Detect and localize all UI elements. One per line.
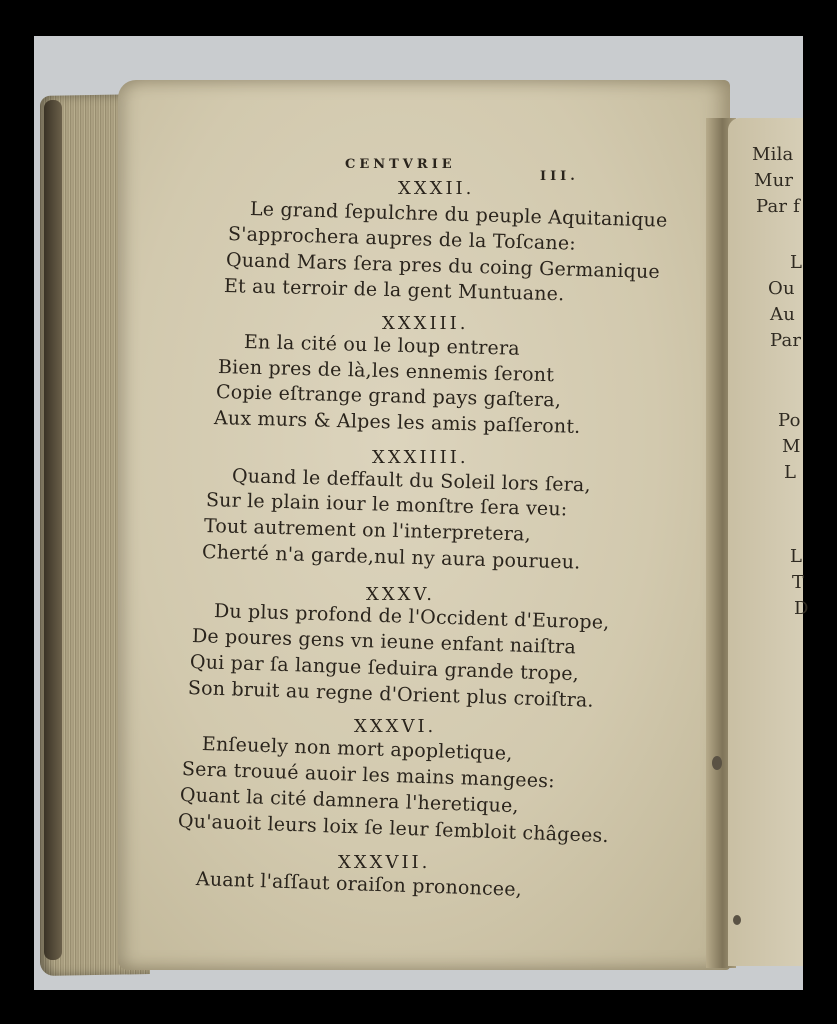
verse-line: Quand Mars ſera pres du coing Germanique xyxy=(225,249,661,284)
verse-line: Qui par ſa langue ſeduira grande trope, xyxy=(189,651,580,686)
verse-number: XXXII. xyxy=(398,178,475,199)
verse-line: Quand le deffault du Soleil lors ſera, xyxy=(231,465,592,497)
right-page-fragment: M xyxy=(782,436,801,457)
verse-line: Du plus profond de l'Occident d'Europe, xyxy=(213,600,610,634)
verse-line: Bien pres de là,les ennemis ſeront xyxy=(217,356,555,387)
verse-number: XXXV. xyxy=(366,584,436,605)
right-page-fragment: Mur xyxy=(754,170,794,191)
verse-line: Sera trouué auoir les mains mangees: xyxy=(181,758,556,793)
verse-number: XXXVII. xyxy=(338,852,431,873)
verse-line: En la cité ou le loup entrera xyxy=(243,331,521,360)
verse-line: Enſeuely non mort apopletique, xyxy=(201,733,513,765)
verse-line: Sur le plain iour le monſtre ſera veu: xyxy=(205,489,568,521)
verse-line: De poures gens vn ieune enfant naiſtra xyxy=(191,625,577,659)
verse-number: XXXVI. xyxy=(354,716,437,737)
right-page-fragment: Po xyxy=(778,410,801,431)
verse-line: Et au terroir de la gent Muntuane. xyxy=(223,275,565,306)
right-page-fragment: Par f xyxy=(756,196,801,217)
right-page-fragment: Par xyxy=(770,330,802,351)
verse-line: Copie eſtrange grand pays gaſtera, xyxy=(215,381,562,412)
verse-line: Son bruit au regne d'Orient plus croiſtra. xyxy=(187,677,595,712)
running-title: CENTVRIE xyxy=(345,157,456,172)
right-page-fragment: Au xyxy=(770,304,795,325)
right-page-fragment: L xyxy=(790,252,803,273)
verse-line: Le grand ſepulchre du peuple Aquitanique xyxy=(249,198,668,232)
right-page-fragment: T xyxy=(792,572,805,593)
verse-line: Quant la cité damnera l'heretique, xyxy=(179,784,520,818)
verse-number: XXXIIII. xyxy=(372,447,469,468)
verse-number: XXXIII. xyxy=(382,313,469,334)
right-page-fragment: L xyxy=(784,462,797,483)
verse-line: S'approchera aupres de la Toſcane: xyxy=(227,223,577,255)
verse-line: Qu'auoit leurs loix ſe leur ſembloit châgees. xyxy=(177,810,610,848)
right-page-fragment: Mila xyxy=(752,144,794,165)
right-page-fragment: Ou xyxy=(768,278,795,299)
verse-line: Aux murs & Alpes les amis paſſeront. xyxy=(213,407,581,438)
verse-line: Auant l'aſſaut oraiſon prononcee, xyxy=(195,868,523,901)
verse-line: Tout autrement on l'interpretera, xyxy=(203,515,532,546)
right-page-fragment: L xyxy=(790,546,803,567)
verse-line: Cherté n'a garde,nul ny aura pourueu. xyxy=(201,541,581,574)
right-page-fragment: D xyxy=(794,598,809,619)
page-mark: III. xyxy=(540,169,579,184)
